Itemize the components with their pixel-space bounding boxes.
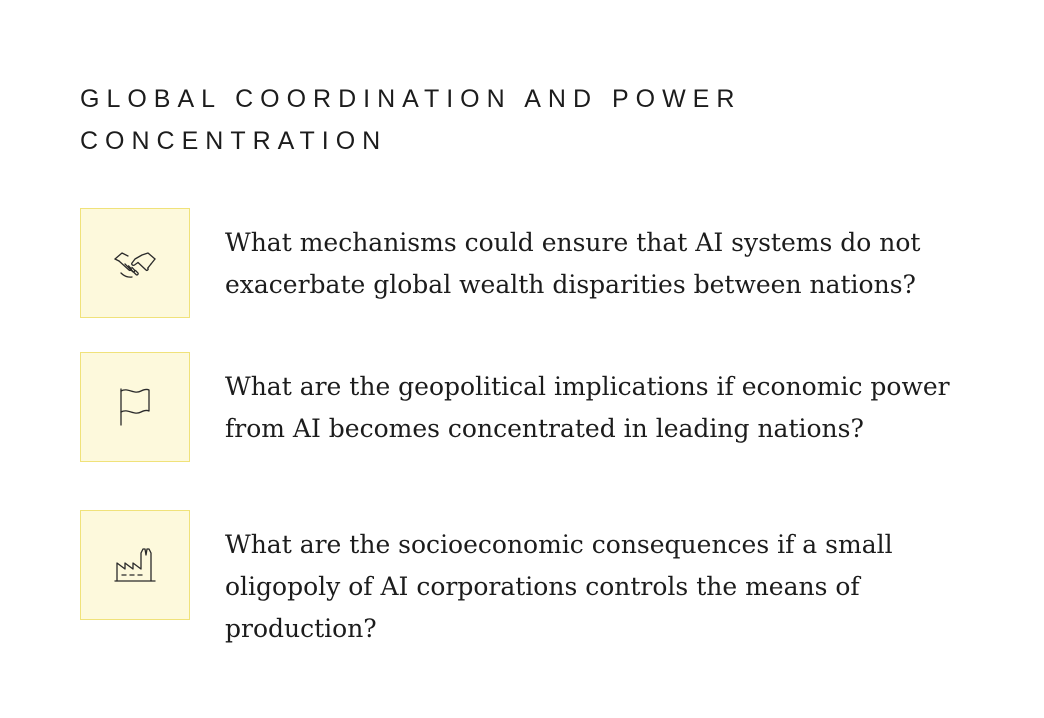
icon-box: [80, 352, 190, 462]
question-text: What are the geopolitical implications if economic power from AI becomes concentrated in leading nations?: [225, 372, 950, 443]
question-text: What are the socioeconomic consequences if a small oligopoly of AI corporations controls the means of production?: [225, 530, 893, 643]
icon-box: [80, 510, 190, 620]
section-title: GLOBAL COORDINATION AND POWER CONCENTRATION: [80, 85, 742, 155]
questions-section: [80, 78, 980, 643]
factory-icon: [111, 541, 159, 589]
handshake-icon: [111, 239, 159, 287]
question-text: What mechanisms could ensure that AI systems do not exacerbate global wealth disparities between nations?: [225, 228, 921, 299]
flag-icon: [111, 383, 159, 431]
icon-box: [80, 208, 190, 318]
